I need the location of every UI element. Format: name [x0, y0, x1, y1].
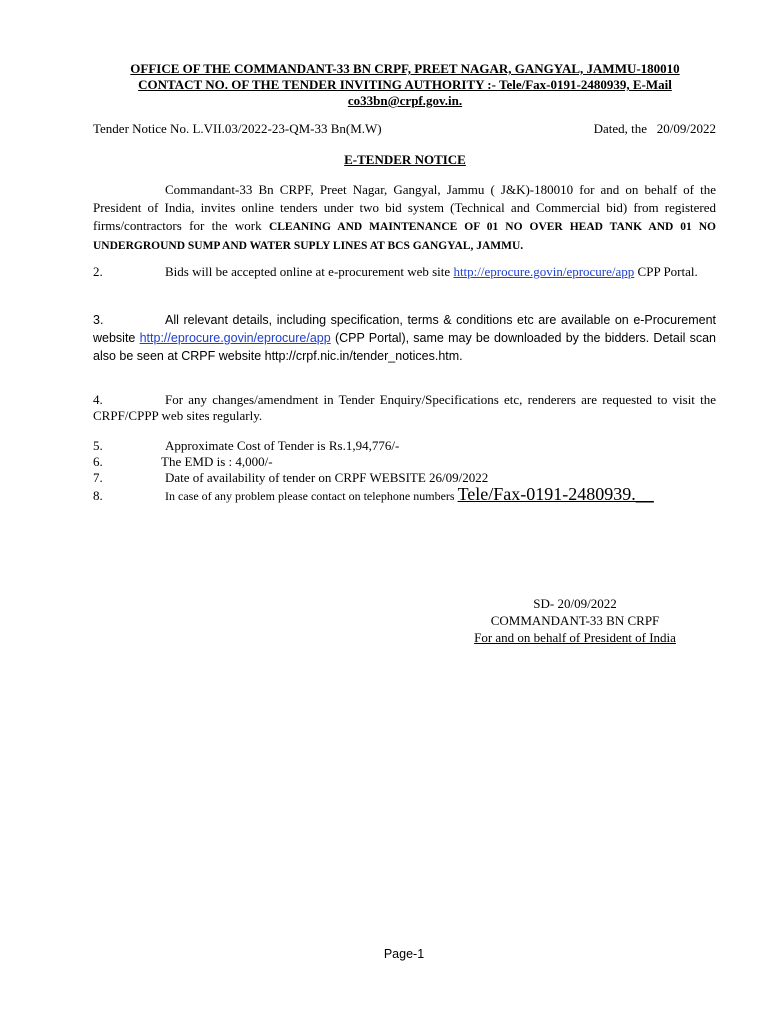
paragraph-2	[93, 263, 716, 281]
dated-value: 20/09/2022	[656, 121, 716, 136]
work-description: CLEANING AND MAINTENANCE OF 01 NO OVER HEAD TANK AND 01 NO UNDERGROUND SUMP AND WATER SUPLY LINES AT BCS GANGYAL, JAMMU.	[93, 221, 717, 252]
paragraph-3	[93, 311, 716, 365]
header-line-1: OFFICE OF THE COMMANDANT-33 BN CRPF, PREET NAGAR, GANGYAL, JAMMU-180010	[130, 61, 680, 76]
paragraph-2-text: Bids will be accepted online at e-procurement web site	[165, 264, 454, 279]
page-number: Page-1	[383, 947, 425, 961]
eprocure-link[interactable]: http://eprocure.govin/eprocure/app	[139, 331, 331, 345]
contact-phone: Tele/Fax-0191-2480939.__	[457, 484, 654, 504]
paragraph-3-text: All relevant details, including specification, terms & conditions etc are available on e-Procurement website	[93, 313, 716, 345]
signature-sd: SD- 20/09/2022	[533, 596, 617, 611]
signature-block	[445, 595, 705, 646]
eprocure-link[interactable]: http://eprocure.govin/eprocure/app	[453, 264, 635, 279]
paragraph-1-text: Commandant-33 Bn CRPF, Preet Nagar, Gangyal, Jammu ( J&K)-180010 for and on behalf of the President of India, invites online tenders under two bid system (Technical and Commercial bid) from registered firms/contractors for the work	[93, 182, 716, 233]
list-item-number: 5.	[93, 438, 103, 453]
list-item-number: 8.	[93, 488, 103, 503]
list-item-text: Date of availability of tender on CRPF WEBSITE 26/09/2022	[165, 470, 489, 485]
list-item-text: Approximate Cost of Tender is Rs.1,94,776/-	[165, 438, 400, 453]
contact-text: In case of any problem please contact on telephone numbers	[165, 489, 458, 503]
paragraph-1	[93, 181, 716, 255]
signature-designation: COMMANDANT-33 BN CRPF	[490, 613, 660, 628]
details-list	[93, 438, 716, 504]
tender-notice-number: Tender Notice No. L.VII.03/2022-23-QM-33 Bn(M.W)	[93, 121, 382, 136]
dated-label: Dated, the	[593, 121, 648, 136]
list-item-number: 7.	[93, 470, 103, 485]
paragraph-number: 2.	[93, 264, 103, 279]
notice-date	[594, 121, 716, 137]
list-item-text: The EMD is : 4,000/-	[161, 454, 273, 469]
paragraph-number: 3.	[93, 313, 104, 327]
paragraph-4	[93, 392, 716, 424]
document-title: E-TENDER NOTICE	[344, 152, 466, 167]
paragraph-4-text: For any changes/amendment in Tender Enquiry/Specifications etc, renderers are requested to visit the CRPF/CPPP web sites regularly.	[93, 392, 716, 423]
tender-notice-line	[93, 121, 716, 137]
paragraph-3-tail: (CPP Portal), same may be downloaded by the bidders. Detail scan also be seen at CRPF website http://crpf.nic.in/tender_notices.htm.	[93, 331, 716, 363]
list-item-text	[165, 486, 654, 504]
paragraph-number: 4.	[93, 392, 103, 407]
office-header	[90, 61, 720, 109]
header-line-2: CONTACT NO. OF THE TENDER INVITING AUTHORITY :- Tele/Fax-0191-2480939, E-Mail	[138, 77, 672, 92]
paragraph-2-tail: CPP Portal.	[634, 264, 698, 279]
list-item	[93, 438, 716, 454]
list-item	[93, 454, 716, 470]
signature-behalf: For and on behalf of President of India	[474, 630, 676, 645]
header-email: co33bn@crpf.gov.in.	[347, 93, 463, 108]
list-item	[93, 486, 716, 504]
list-item-number: 6.	[93, 454, 103, 469]
